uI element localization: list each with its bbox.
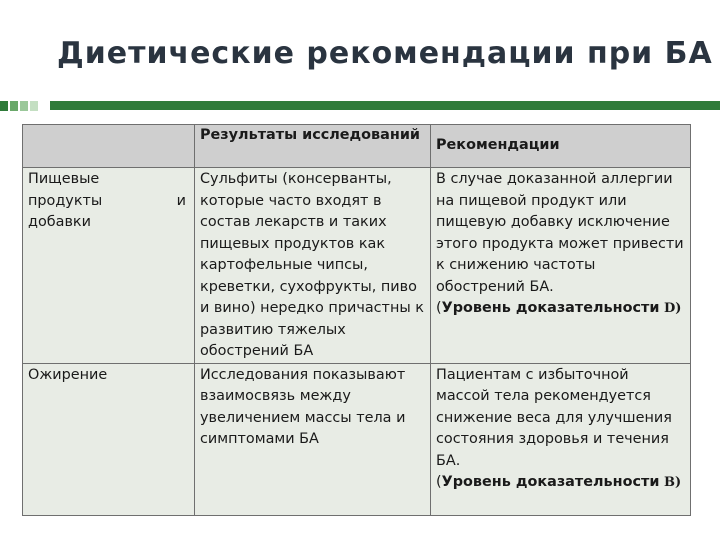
- evidence-level-value: D): [664, 301, 682, 316]
- header-cell-empty: [23, 125, 195, 168]
- category-line: добавки: [28, 214, 91, 230]
- category-cell: [23, 168, 195, 364]
- table-row: [23, 168, 691, 364]
- category-line: продукты и: [28, 192, 186, 209]
- category-line: Пищевые: [28, 171, 100, 187]
- evidence-level-value: B): [664, 475, 682, 490]
- header-cell-results: Результаты исследований: [195, 125, 431, 168]
- recommendation-cell: [431, 363, 691, 515]
- recommendations-table: [22, 124, 691, 516]
- table-header-row: [23, 125, 691, 168]
- recommendation-text: Пациентам с избыточной массой тела рекомендуется снижение веса для улучшения состояния здоровья и течения БА.: [436, 366, 672, 469]
- decor-square: [10, 101, 18, 111]
- decor-square: [20, 101, 28, 111]
- header-cell-recommendations: Рекомендации: [431, 125, 691, 168]
- recommendation-text: В случае доказанной аллергии на пищевой продукт или пищевую добавку исключение этого продукта может привести к снижению частоты обострений БА.: [436, 171, 684, 295]
- slide-title: Диетические рекомендации при БА: [57, 36, 713, 71]
- decor-square: [30, 101, 38, 111]
- evidence-level-label: Уровень доказательности: [441, 474, 660, 490]
- evidence-level-prefix: (: [436, 474, 442, 490]
- table-row: [23, 363, 691, 515]
- evidence-level-label: Уровень доказательности: [441, 300, 660, 316]
- recommendation-cell: [431, 168, 691, 364]
- results-cell: Исследования показывают взаимосвязь между увеличением массы тела и симптомами БА: [195, 363, 431, 515]
- category-line: Ожирение: [28, 366, 108, 383]
- decor-square: [0, 101, 8, 111]
- category-cell: [23, 363, 195, 515]
- evidence-level-prefix: (: [436, 300, 442, 316]
- title-divider-line: [50, 101, 720, 110]
- results-cell: Сульфиты (консерванты, которые часто входят в состав лекарств и таких пищевых продуктов как картофельные чипсы, креветки, сухофрукты, пиво и вино) нередко причастны к развитию тяжелых обострений БА: [195, 168, 431, 364]
